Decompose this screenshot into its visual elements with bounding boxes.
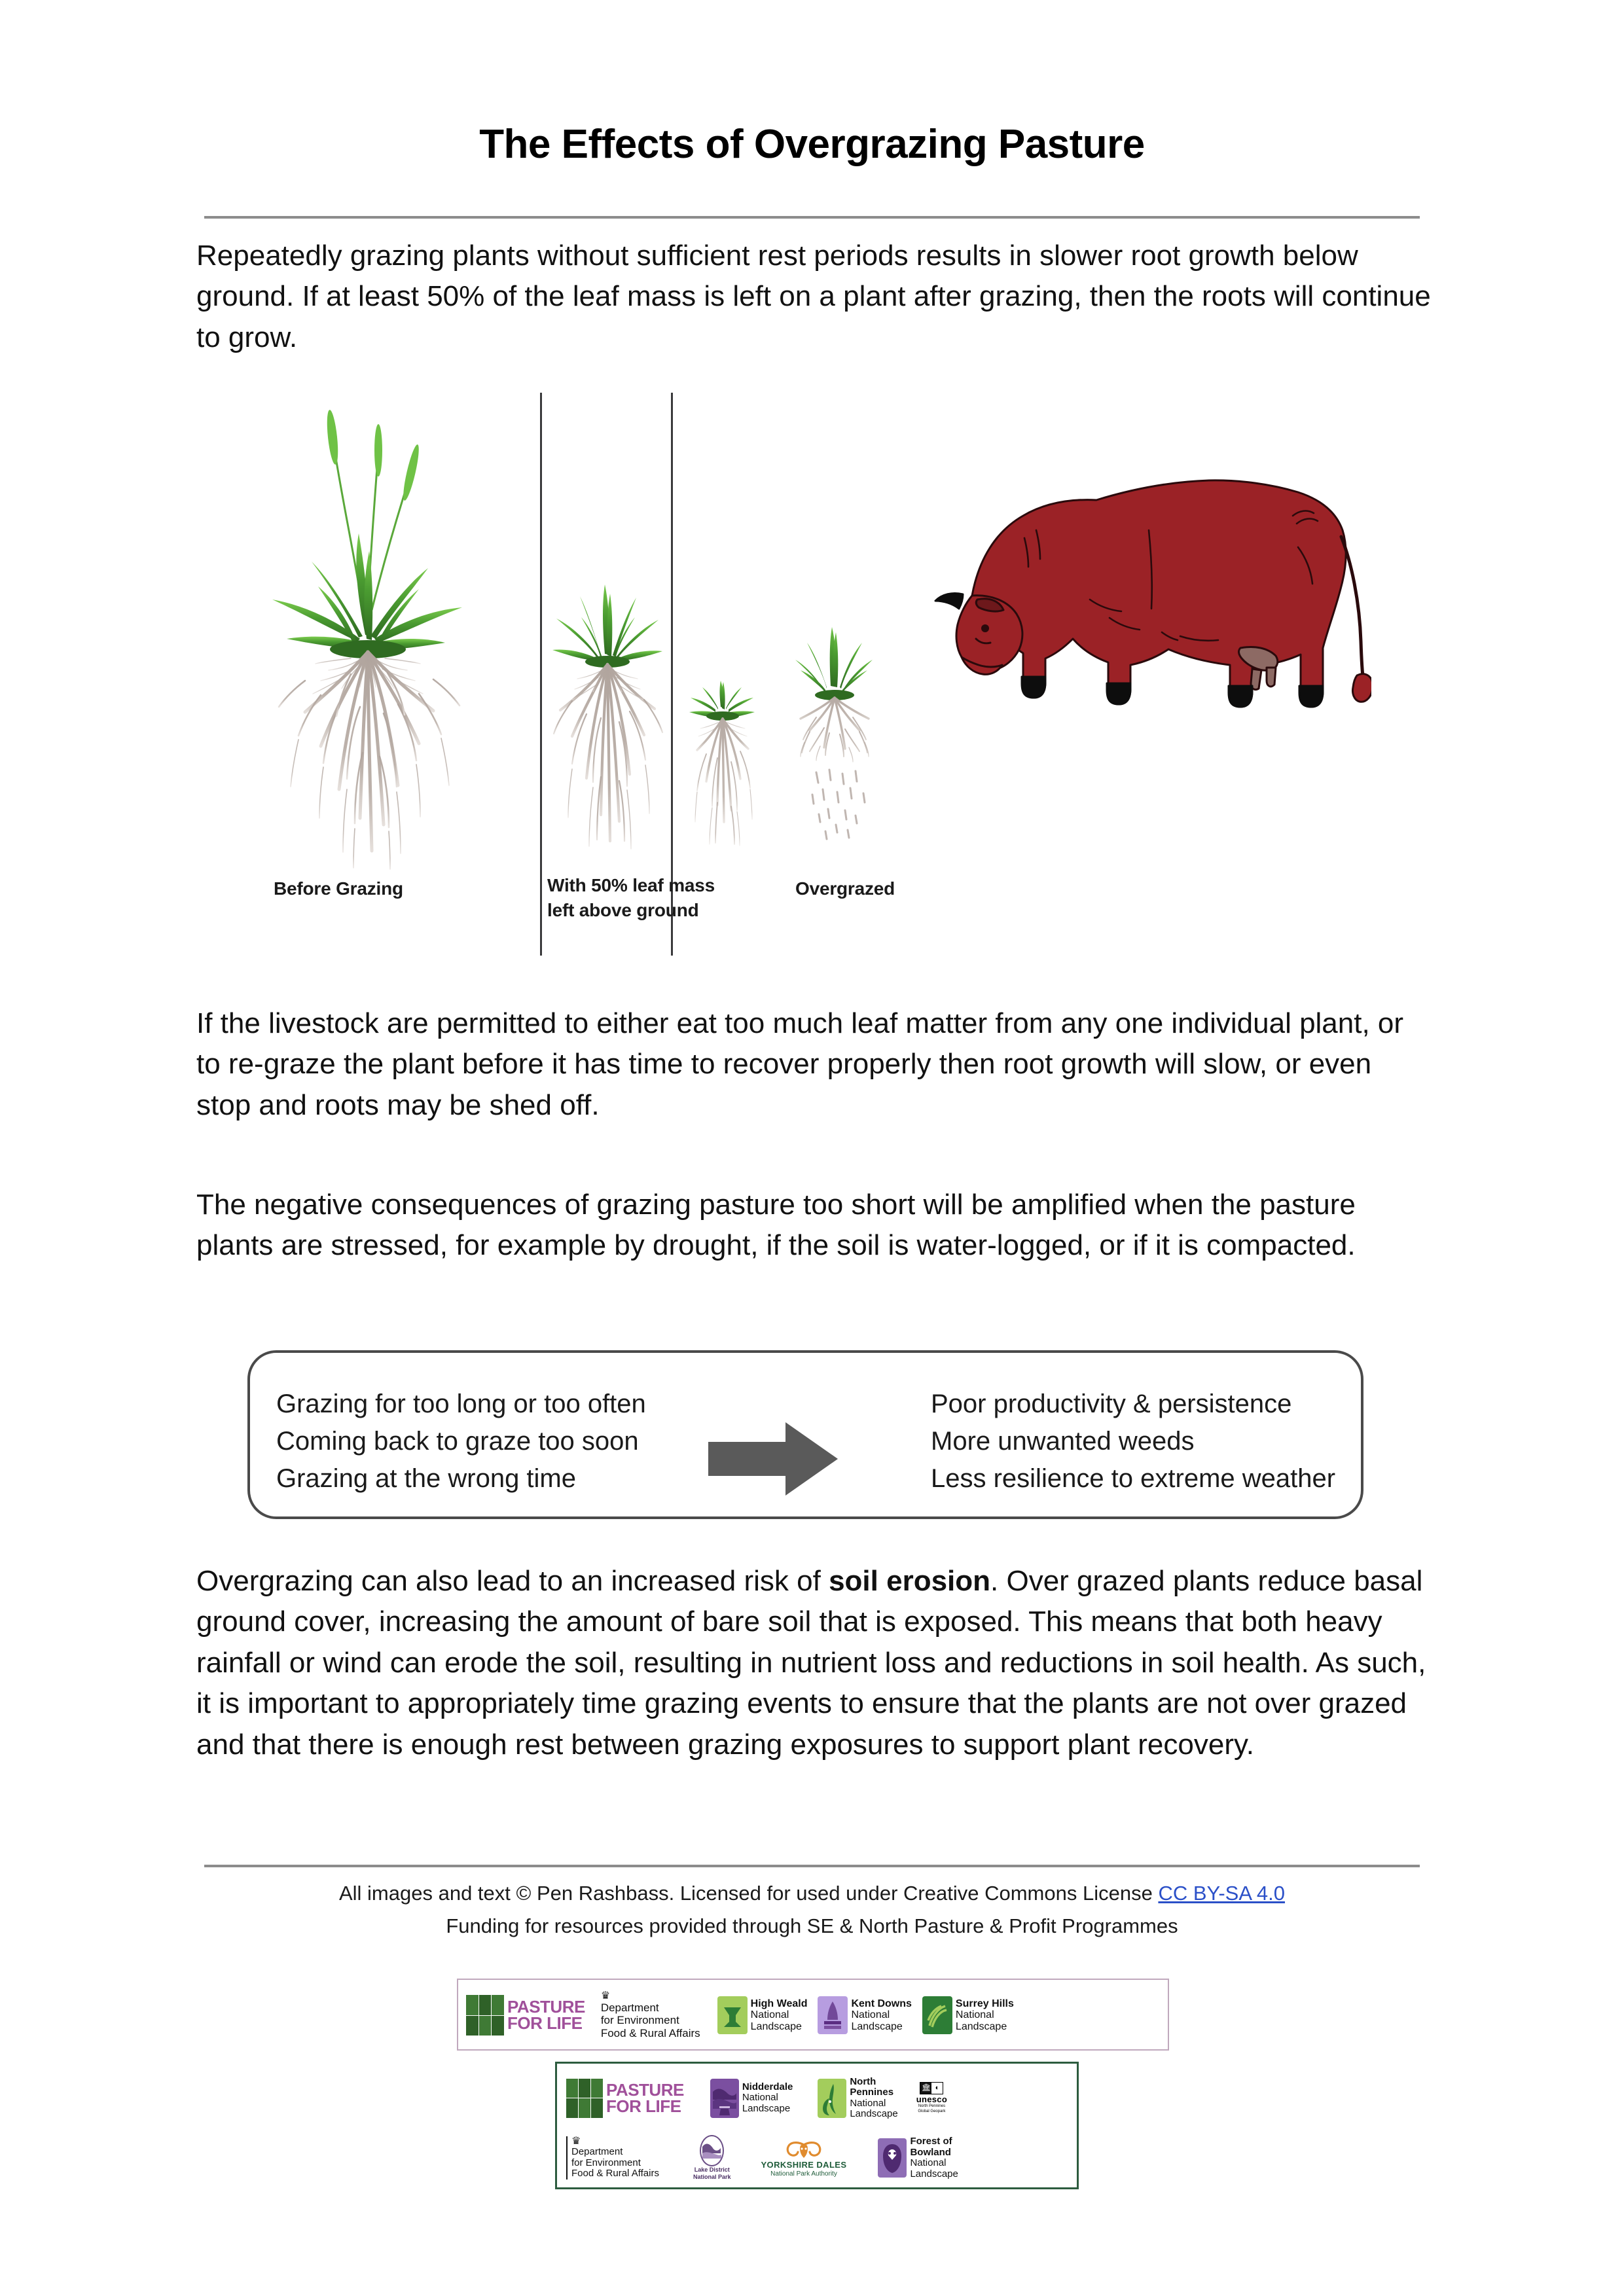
panel-1-caption: Before Grazing	[274, 878, 403, 899]
panel-2-caption-line2: left above ground	[547, 900, 699, 920]
defra2-line-1: Department	[571, 2145, 623, 2157]
lake-district-national-park-logo	[693, 2135, 731, 2181]
north-pennines-name-2: Pennines	[850, 2087, 894, 2098]
pasture-for-life-mark-icon	[466, 1995, 504, 2036]
forest-of-bowland-name-2: Bowland	[910, 2146, 951, 2158]
surrey-hills-badge-icon	[922, 1996, 952, 2034]
defra2-line-3: Food & Rural Affairs	[571, 2168, 659, 2179]
defra-logo-2	[566, 2136, 659, 2179]
high-weald-sub1: National	[750, 2009, 789, 2021]
kent-downs-logo	[818, 1996, 911, 2034]
high-weald-sub2: Landscape	[750, 2020, 802, 2032]
callout-causes-list	[276, 1386, 748, 1497]
callout-effects-list	[931, 1386, 1350, 1497]
page-title: The Effects of Overgrazing Pasture	[479, 122, 1145, 167]
north-pennines-sub1: National	[850, 2097, 886, 2109]
intro-paragraph: Repeatedly grazing plants without sufficient rest periods results in slower root growth below ground. If at least 50% of the leaf mass is left on a plant after grazing, then the roots will continue to grow.	[196, 240, 1431, 353]
callout-cause-item: Grazing for too long or too often	[276, 1390, 646, 1418]
panel-3-caption: Overgrazed	[795, 878, 895, 899]
pasture-for-life-wordmark-2	[606, 2079, 684, 2116]
pasture-for-life-logo	[466, 1995, 585, 2036]
plant-ungrazed-illustration	[223, 399, 511, 870]
nidderdale-sub1: National	[742, 2092, 778, 2104]
defra-line-3: Food & Rural Affairs	[600, 2026, 700, 2039]
callout-effect-item: More unwanted weeds	[931, 1426, 1195, 1456]
kent-downs-sub1: National	[851, 2009, 890, 2021]
surrey-hills-sub2: Landscape	[955, 2020, 1007, 2032]
high-weald-badge-icon	[717, 1996, 748, 2034]
credit-mid: Pen Rashbass. Licensed for used under Creative Commons License	[531, 1882, 1159, 1905]
forest-of-bowland-sub1: National	[910, 2157, 947, 2168]
causes-effects-callout	[247, 1350, 1363, 1519]
forest-of-bowland-name-1: Forest of	[910, 2136, 952, 2147]
pfl-line-1: PASTURE	[507, 1997, 585, 2017]
right-arrow-icon	[708, 1418, 839, 1500]
callout-effect-item: Poor productivity & persistence	[931, 1390, 1292, 1418]
high-weald-logo	[717, 1996, 808, 2034]
yorkshire-dales-logo	[761, 2138, 846, 2178]
diagram-panel-half-grazed	[543, 393, 715, 962]
plant-overgrazed-small-illustration	[680, 666, 765, 856]
kent-downs-badge-icon	[818, 1996, 848, 2034]
unesco-sub-2: Global Geopark	[918, 2109, 946, 2113]
nidderdale-sub2: Landscape	[742, 2102, 791, 2114]
copyright-icon: ©	[516, 1882, 532, 1905]
lake-district-line-1: Lake District	[694, 2166, 730, 2174]
credit-pre: All images and text	[338, 1882, 516, 1905]
credit-line-2: Funding for resources provided through SE & North Pasture & Profit Programmes	[446, 1914, 1178, 1937]
callout-effect-item: Less resilience to extreme weather	[931, 1463, 1336, 1493]
body-paragraph-4-pre: Overgrazing can also lead to an increased risk of	[196, 1565, 829, 1597]
nidderdale-badge-icon	[710, 2079, 739, 2118]
high-weald-name: High Weald	[750, 1998, 808, 2009]
defra-logo	[601, 1991, 700, 2039]
nidderdale-logo	[710, 2079, 793, 2118]
defra-line-1: Department	[600, 2001, 659, 2015]
pasture-for-life-logo-2	[566, 2079, 684, 2118]
nidderdale-text	[742, 2082, 793, 2115]
forest-of-bowland-badge-icon	[878, 2138, 907, 2178]
plant-half-grazed-illustration	[537, 533, 677, 874]
north-pennines-logo	[818, 2077, 897, 2120]
body-paragraph-4	[196, 1561, 1434, 1765]
royal-crest-icon: ♛	[600, 1990, 611, 2002]
forest-of-bowland-sub2: Landscape	[910, 2168, 958, 2179]
pfl2-line-1: PASTURE	[606, 2079, 684, 2100]
royal-crest-icon-2: ♛	[571, 2135, 581, 2147]
overgrazing-diagram	[196, 393, 1434, 962]
surrey-hills-text	[956, 1998, 1014, 2033]
forest-of-bowland-text	[910, 2136, 958, 2179]
high-weald-text	[751, 1998, 808, 2033]
north-pennines-name-1: North	[850, 2075, 876, 2087]
unesco-sub-1: North Pennines	[918, 2104, 946, 2109]
lake-district-line-2: National Park	[693, 2174, 731, 2180]
soil-erosion-emphasis: soil erosion	[829, 1565, 991, 1597]
north-pennines-badge-icon	[818, 2079, 846, 2118]
panel-2-caption-line1: With 50% leaf mass	[547, 875, 715, 895]
forest-of-bowland-logo	[878, 2136, 958, 2179]
surrey-hills-logo	[922, 1996, 1014, 2034]
credit-line-1	[0, 1882, 1624, 1905]
header-divider	[204, 216, 1420, 219]
callout-cause-item: Grazing at the wrong time	[276, 1463, 576, 1493]
kent-downs-name: Kent Downs	[851, 1998, 912, 2009]
pasture-for-life-mark-icon-2	[566, 2079, 603, 2118]
yorkshire-dales-line-2: National Park Authority	[770, 2170, 837, 2178]
nidderdale-name: Nidderdale	[742, 2081, 793, 2092]
pfl2-line-2: FOR LIFE	[606, 2096, 681, 2116]
unesco-geopark-logo	[916, 2082, 947, 2114]
body-paragraph-3: The negative consequences of grazing pasture too short will be amplified when the pasture plants are stressed, for example by drought, if the soil is water-logged, or if it is compacted.	[196, 1189, 1356, 1262]
yorkshire-dales-line-1: YORKSHIRE DALES	[761, 2160, 847, 2170]
defra-line-2: for Environment	[600, 2014, 679, 2027]
diagram-panel-before-grazing	[196, 393, 537, 962]
pasture-for-life-wordmark	[507, 1999, 585, 2031]
callout-cause-item: Coming back to graze too soon	[276, 1426, 639, 1456]
diagram-panel-overgrazed	[677, 393, 1434, 962]
surrey-hills-sub1: National	[955, 2009, 994, 2021]
body-paragraph-4-post: . Over grazed plants reduce basal ground cover, increasing the amount of bare soil that is exposed. This means that both heavy rainfall or wind can erode the soil, resulting in nutrient loss and reductions in soil health. As such, it is important to appropriately time grazing events to ensure that the plants are not over grazed and that there is enough rest between grazing exposures to support plant recovery.	[196, 1565, 1426, 1761]
footer-divider	[204, 1865, 1420, 1867]
cow-grazing-illustration	[874, 432, 1371, 740]
kent-downs-sub2: Landscape	[851, 2020, 903, 2032]
lake-district-oval-icon	[700, 2135, 724, 2166]
funder-logo-bar-2	[555, 2062, 1079, 2189]
defra2-line-2: for Environment	[571, 2157, 641, 2168]
pfl-line-2: FOR LIFE	[507, 2013, 583, 2033]
plant-overgrazed-shed-roots-illustration	[782, 609, 887, 864]
cc-license-link[interactable]: CC BY-SA 4.0	[1158, 1882, 1286, 1905]
body-paragraph-2: If the livestock are permitted to either eat too much leaf matter from any one individual plant, or to re-graze the plant before it has time to recover properly then root growth will slow, or even stop and roots may be shed off.	[196, 1007, 1404, 1121]
unesco-wordmark: unesco	[916, 2094, 948, 2105]
funder-logo-bar-1	[457, 1979, 1169, 2051]
ram-head-icon	[784, 2138, 824, 2161]
unesco-emblem-icon: 🏛 ◐	[920, 2082, 943, 2094]
surrey-hills-name: Surrey Hills	[955, 1998, 1014, 2009]
north-pennines-text	[850, 2077, 897, 2120]
kent-downs-text	[851, 1998, 911, 2033]
north-pennines-sub2: Landscape	[850, 2108, 898, 2119]
